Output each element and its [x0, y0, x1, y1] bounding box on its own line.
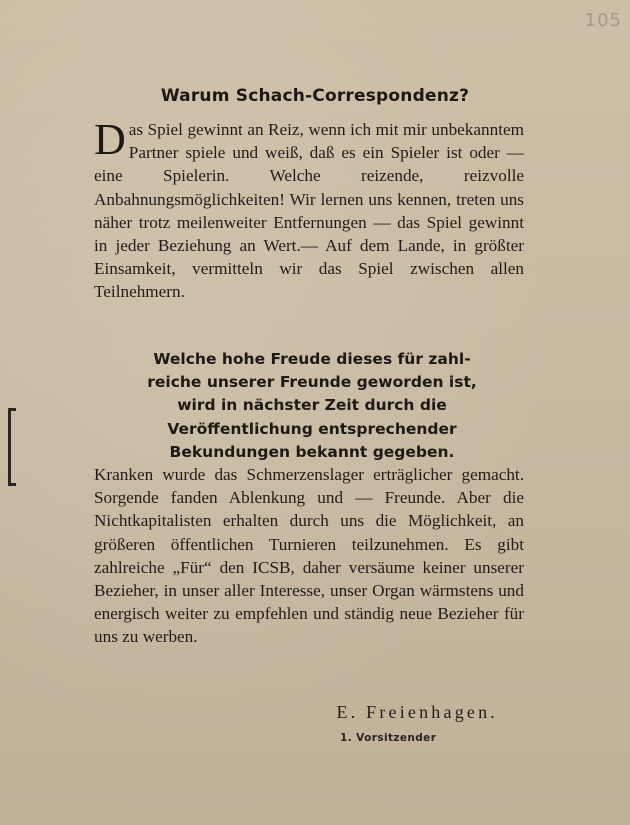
drop-cap: D [94, 115, 126, 164]
highlight-line: Bekundungen bekannt gegeben. [169, 442, 455, 461]
paragraph-intro-text: as Spiel gewinnt an Reiz, wenn ich mit mir unbekanntem Partner spiele und weiß, daß es ein Spieler ist oder — eine Spielerin. Welche reizende, reizvolle Anbahnungsmöglichkeiten! Wir lernen uns kennen, treten uns näher trotz meilenweiter Entfernungen — das Spiel gewinnt in jeder Beziehung an Wert.— Auf dem Lande, in größter Einsamkeit, vermitteln wir das Spiel zwischen allen Teilnehmern. [94, 120, 524, 302]
signature-name: E. Freienhagen. [336, 702, 498, 722]
highlight-line: Welche hohe Freude dieses für zahl- [153, 350, 471, 368]
page-number: 105 [584, 10, 622, 31]
article-title: Warum Schach-Correspondenz? [160, 86, 470, 106]
highlight-line: Veröffentlichung entsprechender [167, 419, 457, 438]
paragraph-intro [94, 115, 524, 304]
highlight-line: reiche unserer Freunde geworden ist, [147, 373, 477, 392]
binding-mark [8, 408, 11, 486]
paragraph-appeal [94, 463, 524, 649]
paragraph-appeal-text: Kranken wurde das Schmerzenslager erträglicher gemacht. Sorgende fanden Ablenkung und — Freunde. Aber die Nichtkapitalisten erhalten durch uns die Möglichkeit, an größeren öffentlichen Turnieren teilzunehmen. Es gibt zahlreiche „Für“ den ICSB, daher versäume keiner unserer Bezieher, in unser aller Interesse, unser Organ wärmstens und energisch weiter zu empfehlen und ständig neue Bezieher für uns zu werben. [94, 465, 524, 647]
signature-role: 1. Vorsitzender [340, 732, 437, 744]
highlight-line: wird in nächster Zeit durch die [177, 396, 447, 415]
highlight-paragraph [128, 348, 496, 464]
